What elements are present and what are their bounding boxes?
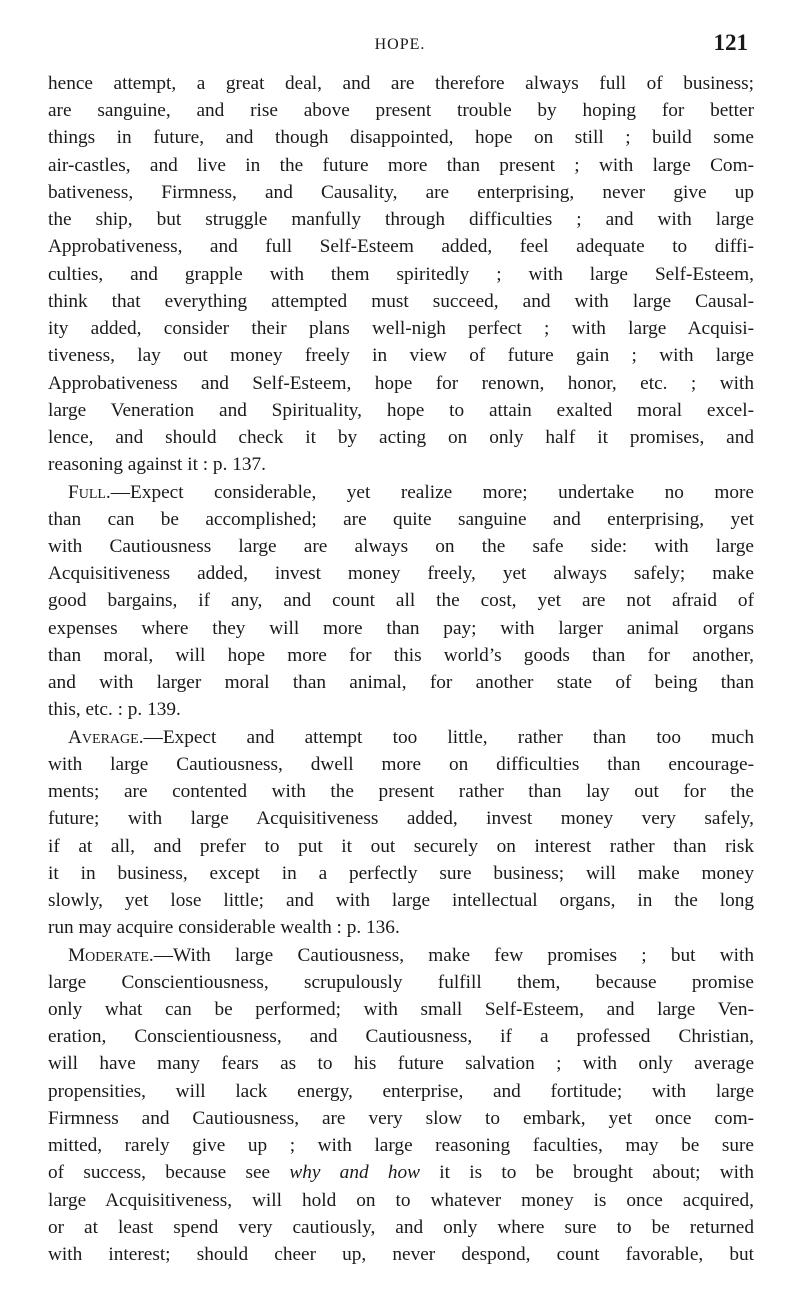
text-line [48,1214,754,1241]
text-line [48,642,754,669]
text-line [48,942,754,969]
text-line [48,1078,754,1105]
text-line [48,669,754,696]
text-line [48,724,754,751]
section-heading: Moderate. [68,944,154,966]
line-text: ity added, consider their plans well-nigh perfect ; with large Acquisi- [48,318,754,340]
text-line [48,1241,754,1268]
text-line [48,97,754,124]
text-line [48,288,754,315]
text-line [48,506,754,533]
line-text: Approbativeness, and full Self-Esteem added, feel adequate to diffi- [48,236,754,258]
text-line [48,615,754,642]
text-line [48,370,754,397]
text-line [48,1159,754,1186]
line-text: large Conscientiousness, scrupulously fulfill them, because promise [48,971,754,993]
text-line [48,560,754,587]
line-text: slowly, yet lose little; and with large intellectual organs, in the long [48,890,754,912]
line-text: —Expect and attempt too little, rather than too much [143,726,754,748]
text-line [48,451,754,478]
line-text: large Veneration and Spirituality, hope to attain exalted moral excel- [48,399,754,421]
line-text: than can be accomplished; are quite sanguine and enterprising, yet [48,508,754,530]
line-text: expenses where they will more than pay; with larger animal organs [48,617,754,639]
line-text: large Acquisitiveness, will hold on to whatever money is once acquired, [48,1189,754,1211]
text-line [48,860,754,887]
line-text: run may acquire considerable wealth : p. 136. [48,917,400,939]
line-text: things in future, and though disappointed, hope on still ; build some [48,127,754,149]
text-line [48,479,754,506]
text-line [48,1132,754,1159]
line-text: air-castles, and live in the future more than present ; with large Com- [48,154,754,176]
text-line [48,124,754,151]
line-text: lence, and should check it by acting on only half it promises, and [48,427,754,449]
running-title: HOPE. [374,36,426,53]
text-line [48,152,754,179]
text-line [48,969,754,996]
text-line [48,805,754,832]
text-line [48,70,754,97]
line-text: will have many fears as to his future salvation ; with only average [48,1053,754,1075]
text-line [48,533,754,560]
line-text: Approbativeness and Self-Esteem, hope for renown, honor, etc. ; with [48,372,754,394]
line-text: —With large Cautiousness, make few promises ; but with [153,944,754,966]
line-text: this, etc. : p. 139. [48,699,181,721]
running-head [0,22,800,62]
text-line [48,996,754,1023]
line-text: only what can be performed; with small Self-Esteem, and large Ven- [48,998,754,1020]
text-line [48,1050,754,1077]
line-text: —Expect considerable, yet realize more; undertake no more [110,481,754,503]
line-text: propensities, will lack energy, enterprise, and fortitude; with large [48,1080,754,1102]
line-text: if at all, and prefer to put it out securely on interest rather than risk [48,835,754,857]
text-line [48,315,754,342]
line-text: and with larger moral than animal, for another state of being than [48,672,754,694]
text-line [48,179,754,206]
text-line [48,833,754,860]
line-text: it in business, except in a perfectly sure business; will make money [48,862,754,884]
text-line [48,424,754,451]
text-line [48,206,754,233]
text-line [48,233,754,260]
text-line [48,778,754,805]
section-heading: Full. [68,481,111,503]
line-text: the ship, but struggle manfully through difficulties ; and with large [48,209,754,231]
text-line [48,1105,754,1132]
line-text: good bargains, if any, and count all the cost, yet are not afraid of [48,590,754,612]
line-text: Firmness and Cautiousness, are very slow to embark, yet once com- [48,1107,754,1129]
text-line [48,696,754,723]
line-text: future; with large Acquisitiveness added, invest money very safely, [48,808,754,830]
line-text: eration, Conscientiousness, and Cautiousness, if a professed Christian, [48,1026,754,1048]
text-line [48,914,754,941]
line-text: reasoning against it : p. 137. [48,454,266,476]
line-text: with interest; should cheer up, never despond, count favorable, but [48,1244,754,1266]
line-text: are sanguine, and rise above present trouble by hoping for better [48,100,754,122]
text-line [48,887,754,914]
text-line [48,587,754,614]
page-number: 121 [713,30,748,55]
text-line [48,1023,754,1050]
line-text: with large Cautiousness, dwell more on difficulties than encourage- [48,753,754,775]
line-text: or at least spend very cautiously, and only where sure to be returned [48,1216,754,1238]
text-line [48,397,754,424]
line-text: tiveness, lay out money freely in view of future gain ; with large [48,345,754,367]
line-text: bativeness, Firmness, and Causality, are enterprising, never give up [48,181,754,203]
line-text: hence attempt, a great deal, and are therefore always full of business; [48,73,754,94]
text-line [48,1187,754,1214]
line-text: of success, because see [48,1162,290,1184]
text-line [48,751,754,778]
text-line [48,342,754,369]
line-text: think that everything attempted must succeed, and with large Causal- [48,290,754,312]
line-text: mitted, rarely give up ; with large reasoning faculties, may be sure [48,1135,754,1157]
line-text: culties, and grapple with them spiritedly ; with large Self-Esteem, [48,263,754,285]
line-text: with Cautiousness large are always on the safe side: with large [48,535,754,557]
line-text: Acquisitiveness added, invest money freely, yet always safely; make [48,563,754,585]
line-text: ments; are contented with the present rather than lay out for the [48,781,754,803]
text-line [48,261,754,288]
line-text: it is to be brought about; with [420,1162,754,1184]
body-text [48,70,754,1268]
section-heading: Average. [68,726,144,748]
line-text: than moral, will hope more for this world’s goods than for another, [48,644,754,666]
emphasis-text: why and how [289,1162,420,1184]
